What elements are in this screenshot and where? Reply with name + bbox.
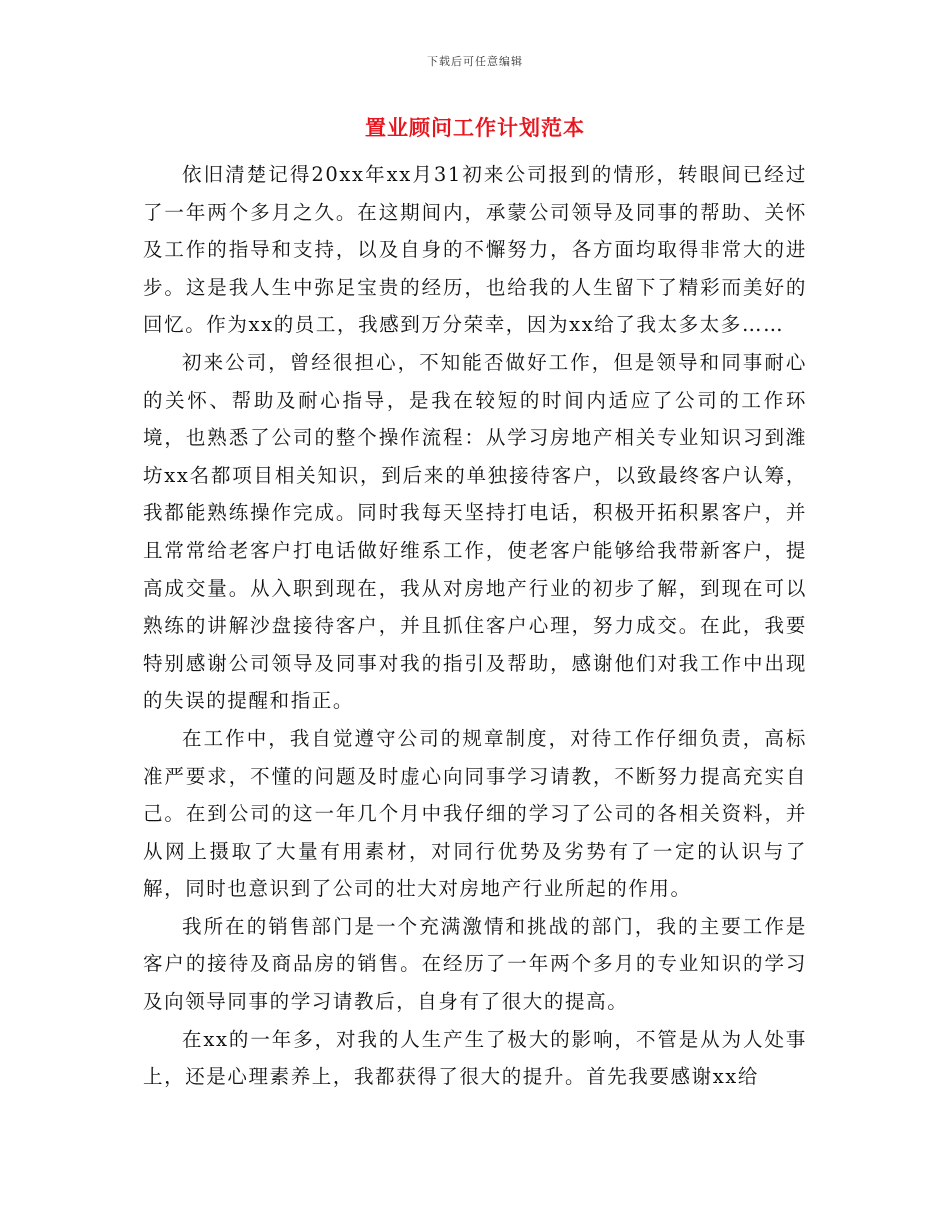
paragraph-4: 我所在的销售部门是一个充满激情和挑战的部门，我的主要工作是客户的接待及商品房的销售。在经历了一年两个多月的专业知识的学习及向领导同事的学习请教后，自身有了很大的提高。 <box>143 914 807 1014</box>
document-title: 置业顾问工作计划范本 <box>365 115 585 140</box>
paragraph-1: 依旧清楚记得20xx年xx月31初来公司报到的情形，转眼间已经过了一年两个多月之久。在这期间内，承蒙公司领导及同事的帮助、关怀及工作的指导和支持，以及自身的不懈努力，各方面均取得非常大的进步。这是我人生中弥足宝贵的经历，也给我的人生留下了精彩而美好的回忆。作为xx的员工，我感到万分荣幸，因为xx给了我太多太多…… <box>143 163 807 337</box>
document-body <box>143 156 807 1096</box>
paragraph-5: 在xx的一年多，对我的人生产生了极大的影响，不管是从为人处事上，还是心理素养上，我都获得了很大的提升。首先我要感谢xx给 <box>143 1027 807 1089</box>
paragraph-3: 在工作中，我自觉遵守公司的规章制度，对待工作仔细负责，高标准严要求，不懂的问题及时虚心向同事学习请教，不断努力提高充实自己。在到公司的这一年几个月中我仔细的学习了公司的各相关资料，并从网上摄取了大量有用素材，对同行优势及劣势有了一定的认识与了解，同时也意识到了公司的壮大对房地产行业所起的作用。 <box>143 726 807 901</box>
paragraph-2: 初来公司，曾经很担心，不知能否做好工作，但是领导和同事耐心的关怀、帮助及耐心指导，是我在较短的时间内适应了公司的工作环境，也熟悉了公司的整个操作流程：从学习房地产相关专业知识习到潍坊xx名都项目相关知识，到后来的单独接待客户，以致最终客户认筹，我都能熟练操作完成。同时我每天坚持打电话，积极开拓积累客户，并且常常给老客户打电话做好维系工作，使老客户能够给我带新客户，提高成交量。从入职到现在，我从对房地产行业的初步了解，到现在可以熟练的讲解沙盘接待客户，并且抓住客户心理，努力成交。在此，我要特别感谢公司领导及同事对我的指引及帮助，感谢他们对我工作中出现的失误的提醒和指正。 <box>143 350 807 713</box>
header-note: 下载后可任意编辑 <box>427 55 523 68</box>
